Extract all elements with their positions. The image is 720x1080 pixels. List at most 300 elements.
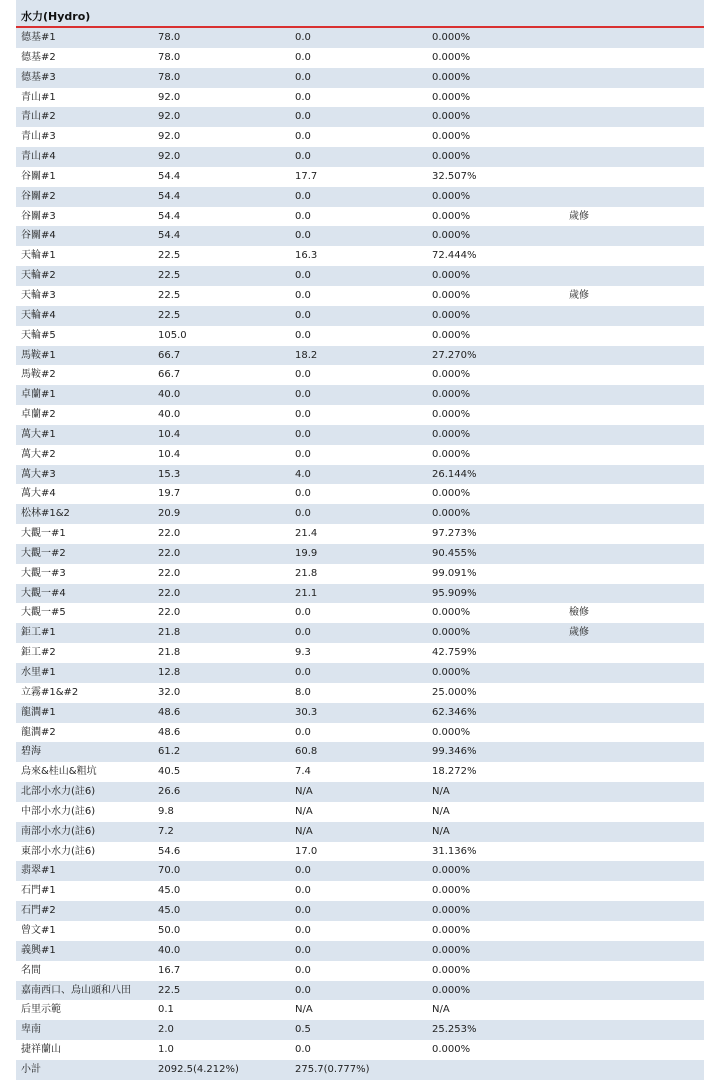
output-ratio-cell: N/A (432, 1004, 450, 1016)
output-ratio-cell: 99.091% (432, 567, 477, 579)
table-row (16, 445, 704, 465)
capacity-cell: 22.0 (158, 567, 181, 579)
unit-name-cell: 卓蘭#2 (21, 409, 56, 421)
remark-cell (564, 802, 704, 822)
table-row (16, 266, 704, 286)
capacity-cell: 105.0 (158, 329, 187, 341)
output-ratio-cell: 0.000% (432, 448, 471, 460)
net-output-cell: 275.7(0.777%) (290, 1060, 427, 1080)
table-row (16, 921, 704, 941)
output-ratio-cell: 0.000% (427, 901, 564, 921)
capacity-cell: 50.0 (158, 924, 181, 936)
output-ratio-cell: 0.000% (432, 726, 471, 738)
table-row (16, 465, 704, 485)
hydro-generator-table (16, 28, 704, 1080)
net-output-cell: N/A (290, 782, 427, 802)
net-output-cell: 0.0 (295, 369, 311, 381)
unit-name-cell: 碧海 (16, 742, 153, 762)
net-output-cell: 0.0 (290, 306, 427, 326)
table-row (16, 584, 704, 604)
net-output-cell: 0.0 (290, 861, 427, 881)
table-row (16, 286, 704, 306)
output-ratio-cell: 0.000% (432, 369, 471, 381)
remark-cell (564, 544, 704, 564)
unit-name-cell: 馬鞍#1 (16, 346, 153, 366)
table-row (16, 107, 704, 127)
capacity-cell: 78.0 (153, 28, 290, 48)
net-output-cell: 0.0 (290, 187, 427, 207)
output-ratio-cell: 42.759% (432, 647, 477, 659)
remark-cell (564, 1060, 704, 1080)
output-ratio-cell: 0.000% (427, 385, 564, 405)
net-output-cell: 0.0 (295, 1044, 311, 1056)
output-ratio-cell: N/A (432, 805, 450, 817)
remark-cell (564, 266, 704, 286)
unit-name-cell: 中部小水力(註6) (21, 805, 96, 817)
unit-name-cell: 北部小水力(註6) (16, 782, 153, 802)
table-row (16, 623, 704, 643)
net-output-cell: 0.0 (290, 901, 427, 921)
capacity-cell: 54.4 (158, 210, 181, 222)
capacity-cell: 92.0 (158, 91, 181, 103)
output-ratio-cell: 0.000% (432, 409, 471, 421)
remark-cell (564, 564, 704, 584)
table-row (16, 187, 704, 207)
table-row (16, 346, 704, 366)
output-ratio-cell: 0.000% (427, 187, 564, 207)
output-ratio-cell: 0.000% (427, 425, 564, 445)
output-ratio-cell: 18.272% (432, 766, 477, 778)
net-output-cell: N/A (295, 805, 313, 817)
remark-cell (564, 881, 704, 901)
capacity-cell: 7.2 (153, 822, 290, 842)
table-row (16, 88, 704, 108)
remark-cell (564, 68, 704, 88)
net-output-cell: 0.0 (290, 981, 427, 1001)
table-row (16, 762, 704, 782)
net-output-cell: 0.0 (290, 68, 427, 88)
unit-name-cell: 大觀一#4 (16, 584, 153, 604)
capacity-cell: 66.7 (153, 346, 290, 366)
table-row (16, 742, 704, 762)
capacity-cell: 9.8 (158, 805, 174, 817)
unit-name-cell: 萬大#1 (16, 425, 153, 445)
capacity-cell: 19.7 (158, 488, 181, 500)
output-ratio-cell (427, 1060, 564, 1080)
net-output-cell: 17.0 (295, 845, 318, 857)
table-row (16, 1000, 704, 1020)
capacity-cell: 2.0 (153, 1020, 290, 1040)
remark-cell: 歲修 (564, 623, 704, 643)
unit-name-cell: 大觀一#1 (21, 528, 66, 540)
capacity-cell: 1.0 (158, 1044, 174, 1056)
remark-cell (564, 1020, 704, 1040)
capacity-cell: 40.0 (153, 941, 290, 961)
net-output-cell: 0.5 (290, 1020, 427, 1040)
remark-cell (564, 48, 704, 68)
capacity-cell: 54.4 (153, 187, 290, 207)
remark-cell (564, 147, 704, 167)
table-row (16, 28, 704, 48)
unit-name-cell: 天輪#5 (21, 329, 56, 341)
remark-cell (564, 385, 704, 405)
remark-cell (564, 822, 704, 842)
table-row (16, 663, 704, 683)
table-row (16, 207, 704, 227)
unit-name-cell: 立霧#1&#2 (21, 686, 79, 698)
output-ratio-cell: 0.000% (432, 329, 471, 341)
table-row (16, 564, 704, 584)
net-output-cell: 17.7 (295, 170, 318, 182)
unit-name-cell: 谷關#2 (16, 187, 153, 207)
remark-cell (564, 346, 704, 366)
unit-name-cell: 曾文#1 (21, 924, 56, 936)
output-ratio-cell: 0.000% (427, 68, 564, 88)
table-row (16, 524, 704, 544)
output-ratio-cell: 0.000% (427, 306, 564, 326)
output-ratio-cell: 25.000% (432, 686, 477, 698)
table-row (16, 981, 704, 1001)
remark-cell (564, 445, 704, 465)
unit-name-cell: 青山#4 (16, 147, 153, 167)
capacity-cell: 66.7 (158, 369, 181, 381)
output-ratio-cell: 0.000% (427, 941, 564, 961)
output-ratio-cell: N/A (427, 782, 564, 802)
remark-cell (564, 663, 704, 683)
net-output-cell: 7.4 (295, 766, 311, 778)
net-output-cell: 9.3 (295, 647, 311, 659)
unit-name-cell: 卑南 (16, 1020, 153, 1040)
unit-name-cell: 捷祥蘭山 (21, 1044, 61, 1056)
capacity-cell: 54.4 (158, 170, 181, 182)
table-row (16, 703, 704, 723)
unit-name-cell: 大觀一#5 (21, 607, 66, 619)
capacity-cell: 10.4 (153, 425, 290, 445)
output-ratio-cell: 31.136% (432, 845, 477, 857)
table-row (16, 961, 704, 981)
unit-name-cell: 青山#1 (21, 91, 56, 103)
capacity-cell: 22.5 (158, 289, 181, 301)
output-ratio-cell: 72.444% (432, 250, 477, 262)
output-ratio-cell: 0.000% (427, 861, 564, 881)
table-row (16, 226, 704, 246)
table-row (16, 881, 704, 901)
remark-cell (564, 961, 704, 981)
output-ratio-cell: 0.000% (432, 131, 471, 143)
output-ratio-cell: 0.000% (427, 226, 564, 246)
capacity-cell: 12.8 (153, 663, 290, 683)
capacity-cell: 21.8 (158, 647, 181, 659)
output-ratio-cell: 0.000% (432, 964, 471, 976)
capacity-cell: 54.4 (153, 226, 290, 246)
unit-name-cell: 德基#3 (16, 68, 153, 88)
unit-name-cell: 名間 (21, 964, 41, 976)
output-ratio-cell: 0.000% (427, 504, 564, 524)
net-output-cell: 0.0 (295, 726, 311, 738)
net-output-cell: 0.0 (290, 107, 427, 127)
capacity-cell: 26.6 (153, 782, 290, 802)
capacity-cell: 48.6 (153, 703, 290, 723)
table-row (16, 941, 704, 961)
remark-cell (564, 723, 704, 743)
net-output-cell: 0.0 (295, 289, 311, 301)
net-output-cell: 0.0 (290, 28, 427, 48)
net-output-cell: 0.0 (295, 964, 311, 976)
net-output-cell: 30.3 (290, 703, 427, 723)
capacity-cell: 78.0 (153, 68, 290, 88)
capacity-cell: 21.8 (153, 623, 290, 643)
remark-cell (564, 703, 704, 723)
unit-name-cell: 大觀一#3 (21, 567, 66, 579)
unit-name-cell: 石門#1 (21, 885, 56, 897)
capacity-cell: 22.0 (158, 528, 181, 540)
table-row (16, 385, 704, 405)
output-ratio-cell: 0.000% (432, 91, 471, 103)
remark-cell (564, 246, 704, 266)
output-ratio-cell: N/A (427, 822, 564, 842)
unit-name-cell: 東部小水力(註6) (21, 845, 96, 857)
remark-cell (564, 921, 704, 941)
net-output-cell: 0.0 (295, 210, 311, 222)
remark-cell: 檢修 (569, 607, 589, 619)
capacity-cell: 54.6 (158, 845, 181, 857)
output-ratio-cell: 25.253% (427, 1020, 564, 1040)
capacity-cell: 10.4 (158, 448, 181, 460)
capacity-cell: 70.0 (153, 861, 290, 881)
net-output-cell: 0.0 (295, 885, 311, 897)
table-row (16, 365, 704, 385)
net-output-cell: 0.0 (290, 623, 427, 643)
net-output-cell: 0.0 (290, 663, 427, 683)
remark-cell (564, 1000, 704, 1020)
remark-cell (564, 127, 704, 147)
capacity-cell: 45.0 (158, 885, 181, 897)
output-ratio-cell: 0.000% (427, 266, 564, 286)
remark-cell (564, 306, 704, 326)
remark-cell (564, 584, 704, 604)
unit-name-cell: 義興#1 (16, 941, 153, 961)
unit-name-cell: 谷關#1 (21, 170, 56, 182)
unit-name-cell: 南部小水力(註6) (16, 822, 153, 842)
unit-name-cell: 天輪#4 (16, 306, 153, 326)
net-output-cell: 0.0 (290, 385, 427, 405)
output-ratio-cell: 0.000% (432, 210, 471, 222)
remark-cell (564, 861, 704, 881)
output-ratio-cell: 0.000% (427, 107, 564, 127)
unit-name-cell: 水里#1 (16, 663, 153, 683)
net-output-cell: 0.0 (290, 266, 427, 286)
capacity-cell: 2092.5(4.212%) (153, 1060, 290, 1080)
output-ratio-cell: 26.144% (427, 465, 564, 485)
table-row (16, 1020, 704, 1040)
unit-name-cell: 龍澗#1 (16, 703, 153, 723)
table-row (16, 544, 704, 564)
remark-cell (564, 941, 704, 961)
capacity-cell: 22.5 (153, 306, 290, 326)
output-ratio-cell: 0.000% (432, 289, 471, 301)
output-ratio-cell: 27.270% (427, 346, 564, 366)
remark-cell (564, 524, 704, 544)
net-output-cell: 4.0 (290, 465, 427, 485)
remark-cell (564, 365, 704, 385)
unit-name-cell: 大觀一#2 (16, 544, 153, 564)
table-row (16, 405, 704, 425)
table-row (16, 127, 704, 147)
capacity-cell: 92.0 (153, 147, 290, 167)
remark-cell (564, 842, 704, 862)
remark-cell (564, 643, 704, 663)
table-row (16, 326, 704, 346)
table-row (16, 147, 704, 167)
unit-name-cell: 萬大#4 (21, 488, 56, 500)
capacity-cell: 40.5 (158, 766, 181, 778)
capacity-cell: 22.5 (153, 981, 290, 1001)
remark-cell: 歲修 (569, 289, 589, 301)
unit-name-cell: 馬鞍#2 (21, 369, 56, 381)
capacity-cell: 15.3 (153, 465, 290, 485)
remark-cell (564, 504, 704, 524)
table-row (16, 1040, 704, 1060)
remark-cell (564, 405, 704, 425)
remark-cell (564, 782, 704, 802)
net-output-cell: 19.9 (290, 544, 427, 564)
net-output-cell: 0.0 (295, 131, 311, 143)
unit-name-cell: 萬大#2 (21, 448, 56, 460)
net-output-cell: 0.0 (290, 147, 427, 167)
capacity-cell: 48.6 (158, 726, 181, 738)
capacity-cell: 40.0 (158, 409, 181, 421)
output-ratio-cell: 0.000% (432, 51, 471, 63)
remark-cell (564, 88, 704, 108)
table-row (16, 425, 704, 445)
output-ratio-cell: 62.346% (427, 703, 564, 723)
unit-name-cell: 鉅工#2 (21, 647, 56, 659)
output-ratio-cell: 32.507% (432, 170, 477, 182)
unit-name-cell: 龍澗#2 (21, 726, 56, 738)
table-row (16, 246, 704, 266)
unit-name-cell: 鉅工#1 (16, 623, 153, 643)
unit-name-cell: 嘉南西口、烏山頭和八田 (16, 981, 153, 1001)
table-row (16, 802, 704, 822)
remark-cell (564, 484, 704, 504)
net-output-cell: 0.0 (290, 941, 427, 961)
table-row (16, 306, 704, 326)
net-output-cell: 0.0 (290, 504, 427, 524)
remark-cell (564, 465, 704, 485)
unit-name-cell: 德基#2 (21, 51, 56, 63)
capacity-cell: 92.0 (153, 107, 290, 127)
net-output-cell: 16.3 (295, 250, 318, 262)
output-ratio-cell: 0.000% (427, 663, 564, 683)
table-row (16, 901, 704, 921)
output-ratio-cell: 0.000% (432, 885, 471, 897)
table-row (16, 822, 704, 842)
net-output-cell: N/A (295, 1004, 313, 1016)
capacity-cell: 20.9 (153, 504, 290, 524)
capacity-cell: 40.0 (153, 385, 290, 405)
unit-name-cell: 萬大#3 (16, 465, 153, 485)
remark-cell (564, 981, 704, 1001)
unit-name-cell: 松林#1&2 (16, 504, 153, 524)
remark-cell (564, 742, 704, 762)
unit-name-cell: 翡翠#1 (16, 861, 153, 881)
remark-cell: 歲修 (569, 210, 589, 222)
capacity-cell: 22.0 (153, 544, 290, 564)
output-ratio-cell: 0.000% (427, 981, 564, 1001)
net-output-cell: 0.0 (295, 607, 311, 619)
capacity-cell: 0.1 (158, 1004, 174, 1016)
net-output-cell: 21.1 (290, 584, 427, 604)
output-ratio-cell: 90.455% (427, 544, 564, 564)
capacity-cell: 92.0 (158, 131, 181, 143)
table-row (16, 782, 704, 802)
unit-name-cell: 德基#1 (16, 28, 153, 48)
remark-cell (564, 326, 704, 346)
remark-cell (564, 901, 704, 921)
unit-name-cell: 谷關#3 (21, 210, 56, 222)
net-output-cell: 0.0 (295, 329, 311, 341)
output-ratio-cell: 95.909% (427, 584, 564, 604)
output-ratio-cell: 0.000% (427, 28, 564, 48)
net-output-cell: 0.0 (295, 91, 311, 103)
net-output-cell: 0.0 (295, 448, 311, 460)
unit-name-cell: 卓蘭#1 (16, 385, 153, 405)
remark-cell (564, 226, 704, 246)
net-output-cell: 8.0 (295, 686, 311, 698)
remark-cell (564, 1040, 704, 1060)
unit-name-cell: 青山#3 (21, 131, 56, 143)
remark-cell (564, 187, 704, 207)
table-row (16, 68, 704, 88)
remark-cell (564, 167, 704, 187)
table-row (16, 723, 704, 743)
remark-cell (564, 683, 704, 703)
table-row (16, 1060, 704, 1080)
net-output-cell: 0.0 (290, 226, 427, 246)
table-row (16, 484, 704, 504)
section-header-hydro (16, 6, 704, 28)
unit-name-cell: 烏來&桂山&粗坑 (21, 766, 97, 778)
unit-name-cell: 天輪#2 (16, 266, 153, 286)
unit-name-cell: 青山#2 (16, 107, 153, 127)
remark-cell (564, 425, 704, 445)
output-ratio-cell: 0.000% (432, 488, 471, 500)
table-row (16, 48, 704, 68)
capacity-cell: 45.0 (153, 901, 290, 921)
net-output-cell: 60.8 (290, 742, 427, 762)
table-row (16, 504, 704, 524)
capacity-cell: 78.0 (158, 51, 181, 63)
unit-name-cell: 后里示範 (21, 1004, 61, 1016)
remark-cell (564, 107, 704, 127)
net-output-cell: 18.2 (290, 346, 427, 366)
capacity-cell: 61.2 (153, 742, 290, 762)
net-output-cell: 21.4 (295, 528, 318, 540)
net-output-cell: 0.0 (290, 425, 427, 445)
remark-cell (564, 762, 704, 782)
net-output-cell: 0.0 (295, 51, 311, 63)
net-output-cell: 0.0 (295, 924, 311, 936)
unit-name-cell: 小計 (16, 1060, 153, 1080)
net-output-cell: 0.0 (295, 488, 311, 500)
table-row (16, 643, 704, 663)
output-ratio-cell: 97.273% (432, 528, 477, 540)
section-title: 水力(Hydro) (21, 10, 91, 23)
unit-name-cell: 石門#2 (16, 901, 153, 921)
table-row (16, 683, 704, 703)
capacity-cell: 32.0 (158, 686, 181, 698)
remark-cell (564, 28, 704, 48)
